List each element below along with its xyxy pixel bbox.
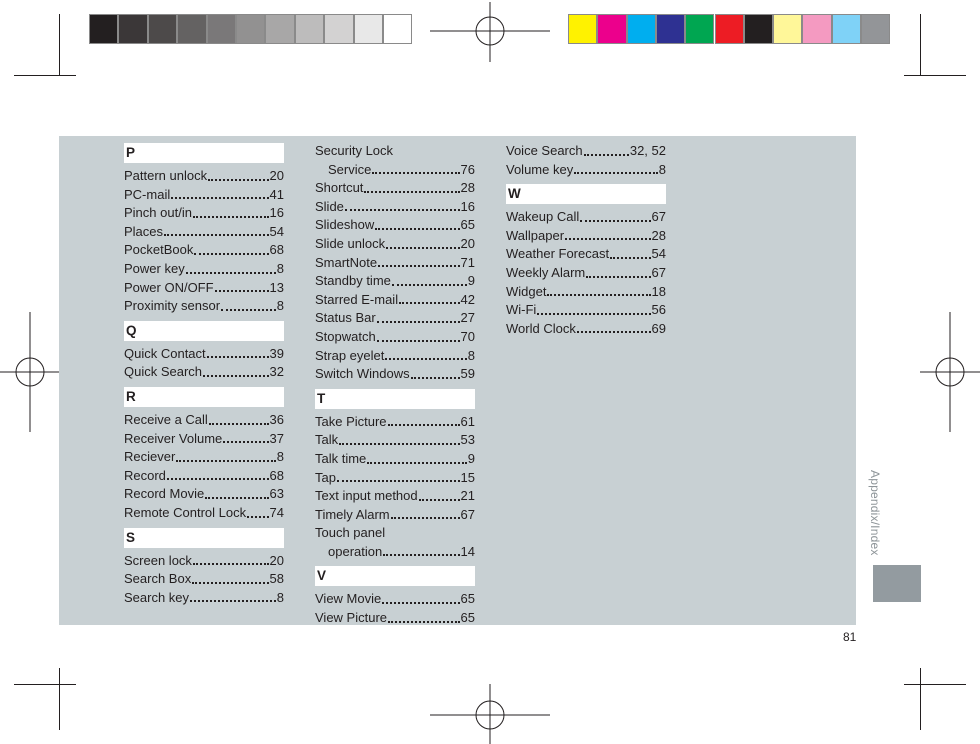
leader-dots — [375, 228, 459, 230]
crop-mark — [920, 14, 921, 76]
index-page-ref: 67 — [460, 506, 475, 522]
index-letter-heading: Q — [124, 321, 284, 341]
gray-swatch — [324, 14, 353, 44]
index-page-ref: 37 — [269, 430, 284, 446]
index-term: operation — [328, 543, 383, 559]
index-entry — [124, 411, 284, 430]
leader-dots — [377, 321, 460, 323]
index-page-ref: 8 — [276, 589, 284, 605]
index-letter-heading: R — [124, 387, 284, 407]
index-page-ref: 20 — [269, 552, 284, 568]
index-entry — [124, 467, 284, 486]
leader-dots — [388, 424, 460, 426]
index-page-ref: 74 — [269, 504, 284, 520]
index-letter-heading: T — [315, 389, 475, 409]
crop-mark — [904, 75, 966, 76]
index-term: Switch Windows — [315, 366, 410, 382]
index-term: Stopwatch — [315, 328, 376, 344]
index-term: SmartNote — [315, 254, 378, 270]
index-page-ref: 32 — [269, 364, 284, 380]
index-term: Receive a Call — [124, 411, 208, 427]
index-entry — [315, 487, 475, 506]
index-page-ref: 68 — [269, 242, 284, 258]
index-entry — [506, 283, 666, 302]
leader-dots — [537, 313, 650, 315]
leader-dots — [337, 480, 460, 482]
index-term: Power ON/OFF — [124, 279, 214, 295]
index-term: Widget — [506, 283, 547, 299]
crop-mark — [59, 14, 60, 76]
index-letter-heading: P — [124, 143, 284, 163]
leader-dots — [247, 516, 268, 518]
leader-dots — [167, 478, 269, 480]
index-page-ref: 20 — [269, 168, 284, 183]
leader-dots — [205, 497, 268, 499]
index-term: World Clock — [506, 320, 576, 336]
index-term: Screen lock — [124, 552, 192, 568]
leader-dots — [385, 358, 466, 360]
index-page-ref: 13 — [269, 279, 284, 295]
index-term: Receiver Volume — [124, 430, 223, 446]
index-term: Pattern unlock — [124, 168, 208, 183]
leader-dots — [193, 563, 269, 565]
index-page-ref: 70 — [460, 328, 475, 344]
index-term: Service — [328, 161, 372, 177]
leader-dots — [577, 331, 651, 333]
index-entry — [124, 570, 284, 589]
index-term: Shortcut — [315, 180, 364, 196]
index-entry — [315, 198, 475, 217]
index-entry — [506, 161, 666, 180]
index-term: Take Picture — [315, 413, 387, 429]
index-term: Reciever — [124, 449, 176, 465]
index-entry — [124, 345, 284, 364]
index-column-3 — [506, 142, 666, 338]
index-entry — [124, 430, 284, 449]
index-entry — [315, 469, 475, 488]
index-page-ref: 8 — [276, 260, 284, 276]
index-term: Remote Control Lock — [124, 504, 247, 520]
index-entry — [124, 260, 284, 279]
leader-dots — [209, 423, 269, 425]
index-entry — [506, 227, 666, 246]
leader-dots — [215, 290, 269, 292]
index-page-ref: 54 — [269, 223, 284, 239]
index-entry — [124, 279, 284, 298]
index-term: Standby time — [315, 273, 391, 289]
index-term: Quick Contact — [124, 345, 206, 361]
index-page-ref: 42 — [460, 291, 475, 307]
index-entry — [315, 431, 475, 450]
index-term: PC-mail — [124, 186, 171, 202]
leader-dots — [372, 172, 459, 174]
index-page-ref: 56 — [651, 302, 666, 318]
index-entry — [506, 264, 666, 283]
gray-swatch — [354, 14, 383, 44]
registration-mark — [920, 312, 980, 432]
gray-swatch — [177, 14, 206, 44]
leader-dots — [176, 460, 275, 462]
index-term: Record Movie — [124, 486, 205, 502]
index-page-ref: 20 — [460, 235, 475, 251]
leader-dots — [547, 294, 650, 296]
index-term: PocketBook — [124, 242, 194, 258]
leader-dots — [411, 377, 460, 379]
index-page-ref: 8 — [467, 347, 475, 363]
gray-swatch — [118, 14, 147, 44]
index-page-ref: 18 — [651, 283, 666, 299]
index-entry — [506, 245, 666, 264]
index-entry — [315, 590, 475, 609]
index-term: Slide — [315, 198, 344, 214]
gray-swatch — [236, 14, 265, 44]
index-term: Slideshow — [315, 217, 375, 233]
index-term: Starred E-mail — [315, 291, 399, 307]
index-entry — [315, 179, 475, 198]
leader-dots — [194, 253, 268, 255]
gray-swatch — [89, 14, 118, 44]
leader-dots — [378, 265, 459, 267]
color-swatch — [802, 14, 831, 44]
index-letter-heading: V — [315, 566, 475, 586]
index-entry — [124, 223, 284, 242]
index-entry — [315, 609, 475, 628]
leader-dots — [208, 179, 268, 181]
crop-mark — [920, 668, 921, 730]
leader-dots — [386, 247, 459, 249]
leader-dots — [399, 302, 459, 304]
color-swatch — [773, 14, 802, 44]
section-tab-marker — [873, 565, 921, 602]
leader-dots — [223, 441, 268, 443]
index-term: Search Box — [124, 571, 192, 587]
index-page-ref: 54 — [651, 246, 666, 262]
index-entry — [315, 216, 475, 235]
crop-mark — [904, 684, 966, 685]
color-swatch — [861, 14, 890, 44]
color-swatch — [597, 14, 626, 44]
index-page-ref: 32, 52 — [629, 143, 666, 158]
index-term: Volume key — [506, 161, 574, 177]
index-page-ref: 21 — [460, 488, 475, 504]
index-term: Status Bar — [315, 310, 376, 326]
leader-dots — [339, 443, 459, 445]
index-term: Search key — [124, 589, 190, 605]
index-term: Quick Search — [124, 364, 203, 380]
color-swatch — [656, 14, 685, 44]
index-page-ref: 16 — [269, 205, 284, 221]
index-term: Wakeup Call — [506, 209, 580, 225]
leader-dots — [586, 276, 650, 278]
index-page-ref: 36 — [269, 411, 284, 427]
color-swatch — [568, 14, 597, 44]
leader-dots — [580, 220, 650, 222]
leader-dots — [364, 191, 459, 193]
index-page-ref: 67 — [651, 209, 666, 225]
index-page-ref: 69 — [651, 320, 666, 336]
section-tab-label: Appendix/Index — [868, 470, 882, 556]
index-column-2 — [315, 142, 475, 628]
index-term: View Picture — [315, 610, 388, 626]
index-page-ref: 14 — [460, 543, 475, 559]
index-entry — [315, 450, 475, 469]
index-entry-term-line — [315, 524, 475, 543]
crop-mark — [14, 75, 76, 76]
leader-dots — [193, 216, 269, 218]
index-term: Weather Forecast — [506, 246, 610, 262]
index-entry — [315, 254, 475, 273]
index-entry — [124, 552, 284, 571]
index-page-ref: 28 — [651, 227, 666, 243]
index-entry — [506, 301, 666, 320]
index-entry — [315, 365, 475, 384]
index-page-ref: 63 — [269, 486, 284, 502]
index-page-ref: 9 — [467, 273, 475, 289]
gray-swatch — [148, 14, 177, 44]
leader-dots — [392, 284, 467, 286]
index-page-ref: 15 — [460, 469, 475, 485]
index-page-ref: 16 — [460, 198, 475, 214]
leader-dots — [574, 172, 658, 174]
index-page-ref: 67 — [651, 264, 666, 280]
index-term: Text input method — [315, 488, 418, 504]
index-letter-heading: S — [124, 528, 284, 548]
index-term: Talk — [315, 432, 339, 448]
index-entry — [124, 167, 284, 186]
index-entry — [315, 347, 475, 366]
index-entry — [315, 506, 475, 525]
index-entry — [506, 320, 666, 339]
leader-dots — [171, 197, 268, 199]
leader-dots — [186, 272, 276, 274]
index-page-ref: 39 — [269, 345, 284, 361]
index-term: Touch panel — [315, 525, 386, 541]
leader-dots — [419, 499, 460, 501]
gray-swatch — [207, 14, 236, 44]
index-page-ref: 28 — [460, 180, 475, 196]
index-term: Wi-Fi — [506, 302, 537, 318]
index-page-ref: 59 — [460, 366, 475, 382]
index-entry — [124, 186, 284, 205]
index-entry — [315, 161, 475, 180]
leader-dots — [382, 602, 459, 604]
index-entry — [315, 543, 475, 562]
leader-dots — [190, 600, 276, 602]
index-letter-heading: W — [506, 184, 666, 204]
index-page-ref: 65 — [460, 610, 475, 626]
index-page-ref: 76 — [460, 161, 475, 177]
leader-dots — [345, 209, 460, 211]
color-swatch — [627, 14, 656, 44]
index-page-ref: 9 — [467, 450, 475, 466]
index-page-ref: 27 — [460, 310, 475, 326]
index-term: Record — [124, 467, 166, 483]
index-page-ref: 71 — [460, 254, 475, 270]
index-page-ref: 8 — [658, 161, 666, 177]
crop-mark — [14, 684, 76, 685]
registration-mark — [430, 2, 550, 62]
index-entry — [315, 328, 475, 347]
index-entry-term-line — [315, 142, 475, 161]
index-entry — [124, 589, 284, 608]
index-page-ref: 68 — [269, 467, 284, 483]
index-page-ref: 61 — [460, 413, 475, 429]
index-entry — [506, 142, 666, 161]
index-entry — [315, 309, 475, 328]
index-entry — [124, 204, 284, 223]
index-term: Security Lock — [315, 143, 394, 158]
gray-swatch — [265, 14, 294, 44]
leader-dots — [565, 238, 650, 240]
index-page-ref: 65 — [460, 217, 475, 233]
index-page-ref: 65 — [460, 591, 475, 607]
index-term: Power key — [124, 260, 185, 276]
leader-dots — [192, 582, 268, 584]
index-term: Strap eyelet — [315, 347, 385, 363]
index-term: Voice Search — [506, 143, 583, 158]
index-term: Places — [124, 223, 164, 239]
leader-dots — [388, 621, 460, 623]
index-page-ref: 41 — [269, 186, 284, 202]
leader-dots — [383, 554, 459, 556]
index-entry — [124, 297, 284, 316]
index-term: View Movie — [315, 591, 382, 607]
leader-dots — [164, 234, 269, 236]
index-entry — [315, 235, 475, 254]
index-entry — [315, 272, 475, 291]
leader-dots — [221, 309, 276, 311]
index-page-ref: 8 — [276, 449, 284, 465]
index-term: Tap — [315, 469, 336, 485]
color-swatch — [832, 14, 861, 44]
index-term: Wallpaper — [506, 227, 565, 243]
index-term: Pinch out/in — [124, 205, 192, 221]
gray-swatch — [295, 14, 324, 44]
leader-dots — [207, 356, 269, 358]
index-entry — [124, 504, 284, 523]
color-swatch — [715, 14, 744, 44]
gray-swatch — [383, 14, 412, 44]
index-term: Proximity sensor — [124, 298, 221, 314]
index-entry — [315, 291, 475, 310]
index-term: Slide unlock — [315, 235, 386, 251]
index-entry — [124, 363, 284, 382]
index-entry — [124, 448, 284, 467]
leader-dots — [367, 462, 466, 464]
index-entry — [315, 413, 475, 432]
index-entry — [124, 485, 284, 504]
crop-mark — [59, 668, 60, 730]
leader-dots — [377, 340, 460, 342]
registration-mark — [0, 312, 60, 432]
index-page-ref: 8 — [276, 298, 284, 314]
index-term: Timely Alarm — [315, 506, 390, 522]
index-term: Talk time — [315, 450, 367, 466]
index-page-ref: 53 — [460, 432, 475, 448]
color-swatch — [685, 14, 714, 44]
leader-dots — [584, 154, 629, 156]
index-page-ref: 58 — [269, 571, 284, 587]
registration-mark — [430, 684, 550, 744]
color-swatch — [744, 14, 773, 44]
index-entry — [506, 208, 666, 227]
index-term: Weekly Alarm — [506, 264, 586, 280]
page-number: 81 — [843, 630, 857, 644]
leader-dots — [203, 375, 268, 377]
index-column-1 — [124, 142, 284, 607]
index-entry — [124, 241, 284, 260]
leader-dots — [610, 257, 650, 259]
leader-dots — [391, 517, 460, 519]
